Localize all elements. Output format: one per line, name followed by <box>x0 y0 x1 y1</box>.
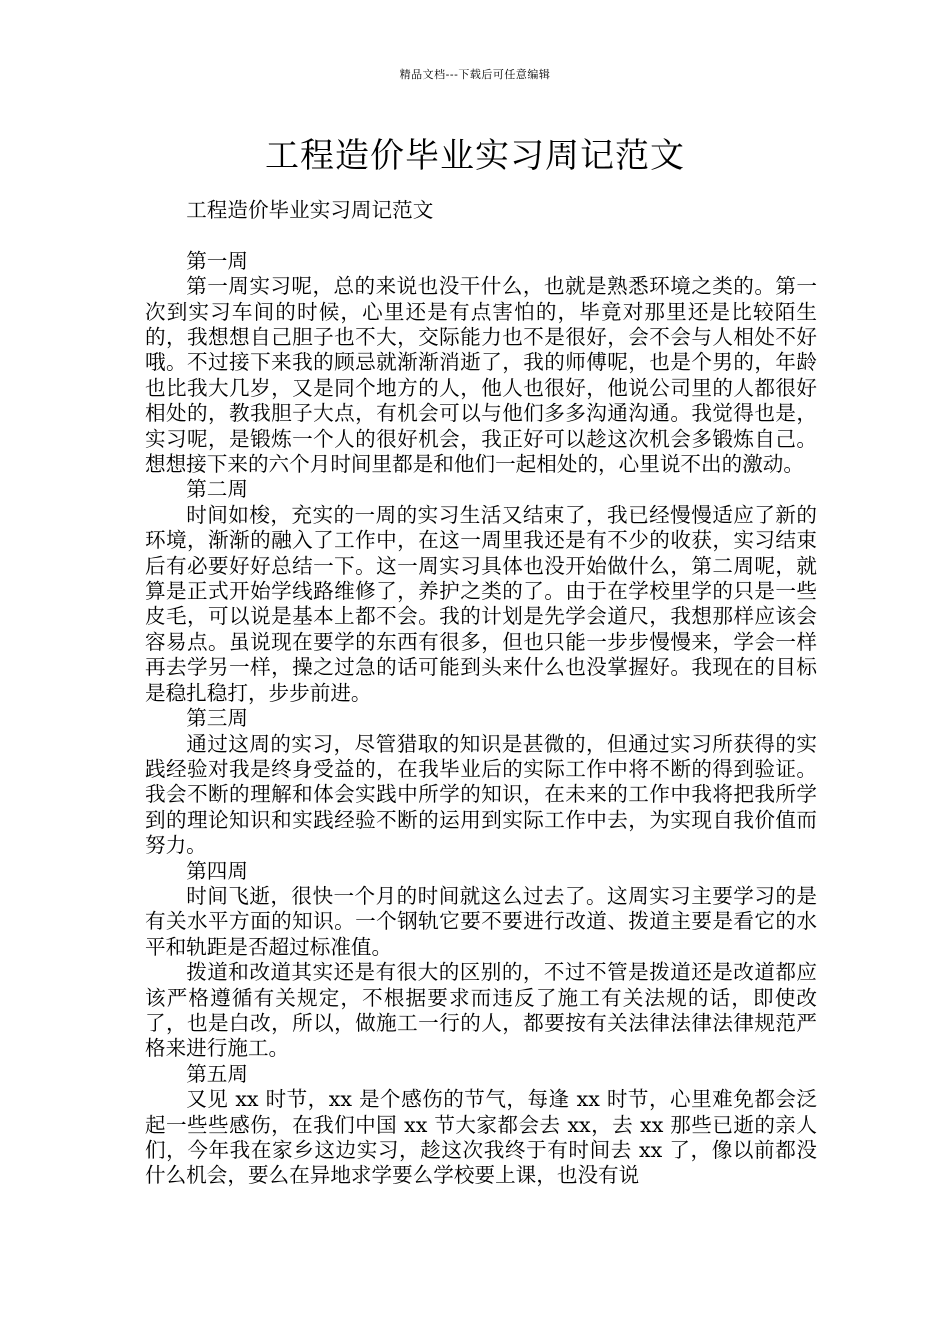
paragraph: 通过这周的实习，尽管猎取的知识是甚微的，但通过实习所获得的实践经验对我是终身受益的，在我毕业后的实际工作中将不断的得到验证。我会不断的理解和体会实践中所学的知识，在未来的工作中我将把我所学到的理论知识和实践经验不断的运用到实际工作中去，为实现自我价值而努力。 <box>145 731 817 858</box>
document-title: 工程造价毕业实习周记范文 <box>265 136 685 176</box>
paragraph: 第一周实习呢，总的来说也没干什么，也就是熟悉环境之类的。第一次到实习车间的时候，心里还是有点害怕的，毕竟对那里还是比较陌生的，我想想自己胆子也不大，交际能力也不是很好，会不会与人相处不好哦。不过接下来我的顾忌就渐渐消逝了，我的师傅呢，也是个男的，年龄也比我大几岁，又是同个地方的人，他人也很好，他说公司里的人都很好相处的，教我胆子大点，有机会可以与他们多多沟通沟通。我觉得也是，实习呢，是锻炼一个人的很好机会，我正好可以趁这次机会多锻炼自己。想想接下来的六个月时间里都是和他们一起相处的，心里说不出的激动。 <box>145 274 817 477</box>
paragraph: 拨道和改道其实还是有很大的区别的，不过不管是拨道还是改道都应该严格遵循有关规定，不根据要求而违反了施工有关法规的话，即使改了，也是白改，所以，做施工一行的人，都要按有关法律法律法律规范严格来进行施工。 <box>145 960 817 1061</box>
paragraph: 又见 xx 时节，xx 是个感伤的节气，每逢 xx 时节，心里难免都会泛起一些些感伤，在我们中国 xx 节大家都会去 xx，去 xx 那些已逝的亲人们，今年我在家乡这边实习，趁这次我终于有时间去 xx 了，像以前都没什么机会，要么在异地求学要么学校要上课，也没有说 <box>145 1087 817 1188</box>
week-heading: 第二周 <box>186 477 248 502</box>
week-heading: 第三周 <box>186 706 248 731</box>
document-subtitle: 工程造价毕业实习周记范文 <box>186 198 434 222</box>
page-header: 精品文档---下载后可任意编辑 <box>399 68 551 81</box>
week-heading: 第一周 <box>186 248 248 273</box>
paragraph: 时间飞逝，很快一个月的时间就这么过去了。这周实习主要学习的是有关水平方面的知识。一个钢轨它要不要进行改道、拨道主要是看它的水平和轨距是否超过标准值。 <box>145 883 817 959</box>
paragraph: 时间如梭，充实的一周的实习生活又结束了，我已经慢慢适应了新的环境，渐渐的融入了工作中，在这一周里我还是有不少的收获，实习结束后有必要好好总结一下。这一周实习具体也没开始做什么，第二周呢，就算是正式开始学线路维修了，养护之类的了。由于在学校里学的只是一些皮毛，可以说是基本上都不会。我的计划是先学会道尺，我想那样应该会容易点。虽说现在要学的东西有很多，但也只能一步步慢慢来，学会一样再去学另一样，操之过急的话可能到头来什么也没掌握好。我现在的目标是稳扎稳打，步步前进。 <box>145 502 817 705</box>
week-heading: 第四周 <box>186 858 248 883</box>
week-heading: 第五周 <box>186 1061 248 1086</box>
document-body <box>145 198 817 1189</box>
